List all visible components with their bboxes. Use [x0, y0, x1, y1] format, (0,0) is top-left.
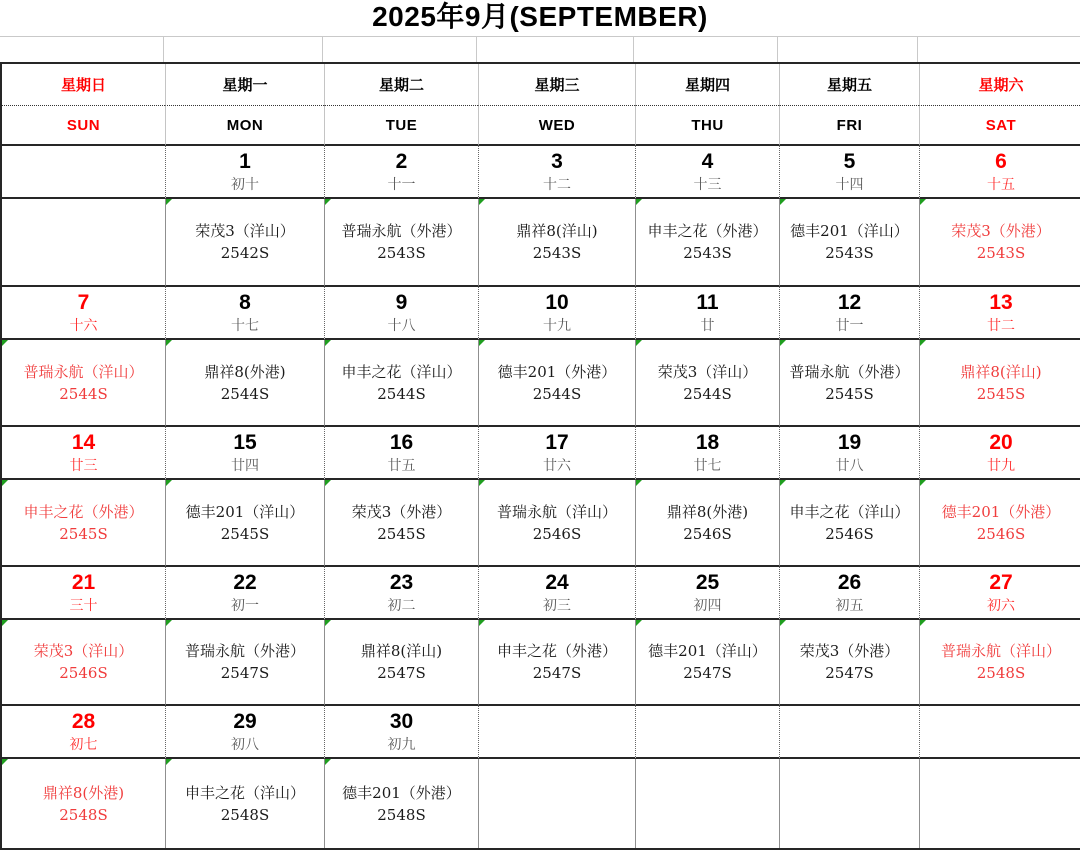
lunar-date-label: 廿一: [835, 317, 864, 333]
excel-note-flag-icon: [325, 199, 331, 205]
lunar-date-label: 三十: [69, 597, 98, 613]
voyage-number-label: 2546S: [825, 524, 874, 543]
date-number: 18: [695, 431, 720, 454]
lunar-date-label: 十七: [231, 317, 259, 333]
vessel-schedule-cell[interactable]: [165, 199, 324, 287]
date-cell[interactable]: [324, 427, 478, 480]
date-cell[interactable]: [2, 706, 165, 759]
lunar-date-label: 廿八: [835, 457, 864, 473]
date-cell[interactable]: [635, 706, 779, 759]
date-cell[interactable]: [635, 287, 779, 340]
lunar-date-label: 十四: [835, 176, 864, 192]
vessel-schedule-cell[interactable]: [165, 340, 324, 427]
weekday-en-label: FRI: [836, 116, 863, 134]
voyage-number-label: 2544S: [532, 384, 582, 403]
voyage-number-label: 2546S: [976, 524, 1026, 543]
lunar-date-label: 初四: [693, 597, 722, 613]
lunar-date-label: 十三: [693, 176, 722, 192]
excel-note-flag-icon: [2, 480, 8, 486]
lunar-date-label: 廿七: [693, 457, 722, 473]
voyage-number-label: 2543S: [976, 244, 1026, 262]
voyage-number-label: 2547S: [825, 664, 874, 682]
date-cell[interactable]: [165, 287, 324, 340]
date-number: 29: [233, 710, 257, 733]
weekday-cn-header-cell: [2, 64, 165, 106]
vessel-name-label: 普瑞永航（外港）: [341, 222, 462, 240]
excel-note-flag-icon: [920, 340, 926, 346]
voyage-number-label: 2544S: [59, 384, 108, 403]
vessel-schedule-cell[interactable]: [779, 759, 919, 848]
vessel-name-label: 普瑞永航（外港）: [789, 362, 910, 381]
lunar-date-label: 十九: [543, 317, 571, 333]
vessel-name-label: 德丰201（外港）: [941, 502, 1061, 521]
date-cell[interactable]: [779, 146, 919, 199]
weekday-cn-header-cell: [165, 64, 324, 106]
weekday-en-header-cell: [779, 106, 919, 146]
date-cell[interactable]: [324, 567, 478, 620]
date-number: 10: [545, 291, 569, 314]
date-number: 17: [545, 431, 569, 454]
voyage-number-label: 2548S: [220, 805, 270, 824]
weekday-en-header-cell: [635, 106, 779, 146]
date-number: 26: [837, 571, 862, 594]
lunar-date-label: 初一: [231, 597, 259, 613]
date-number: 20: [989, 431, 1013, 454]
lunar-date-label: 初八: [231, 736, 259, 752]
date-cell[interactable]: [324, 287, 478, 340]
spacer-row: [0, 36, 1080, 62]
excel-note-flag-icon: [325, 759, 331, 765]
vessel-schedule-cell[interactable]: [779, 480, 919, 567]
calendar-grid: [0, 62, 1080, 850]
excel-note-flag-icon: [2, 340, 8, 346]
voyage-number-label: 2544S: [220, 384, 270, 403]
excel-note-flag-icon: [780, 480, 786, 486]
vessel-name-label: 荣茂3（外港）: [799, 642, 900, 660]
date-number: 9: [395, 291, 408, 314]
excel-note-flag-icon: [636, 620, 642, 626]
vessel-schedule-cell[interactable]: [165, 759, 324, 848]
vessel-name-label: 申丰之花（洋山）: [789, 502, 910, 521]
date-number: 30: [389, 710, 414, 733]
vessel-schedule-cell[interactable]: [919, 759, 1080, 848]
excel-note-flag-icon: [920, 199, 926, 205]
vessel-name-label: 申丰之花（洋山）: [341, 362, 462, 381]
weekday-en-label: SAT: [985, 116, 1017, 134]
date-cell[interactable]: [2, 567, 165, 620]
date-cell[interactable]: [635, 146, 779, 199]
spacer-cell: [633, 37, 777, 62]
vessel-schedule-cell[interactable]: [324, 620, 478, 706]
excel-note-flag-icon: [780, 340, 786, 346]
date-number: 15: [233, 431, 257, 454]
vessel-schedule-cell[interactable]: [919, 620, 1080, 706]
vessel-name-label: 荣茂3（洋山）: [33, 642, 134, 660]
date-number: 24: [545, 571, 569, 594]
weekday-en-label: THU: [691, 116, 724, 134]
voyage-number-label: 2545S: [59, 524, 108, 543]
spacer-cell: [917, 37, 1080, 62]
date-cell[interactable]: [779, 287, 919, 340]
weekday-en-header-cell: [919, 106, 1080, 146]
voyage-number-label: 2546S: [59, 664, 108, 682]
excel-note-flag-icon: [920, 620, 926, 626]
weekday-en-label: SUN: [66, 116, 101, 134]
excel-note-flag-icon: [479, 199, 485, 205]
date-number: 3: [551, 150, 563, 173]
vessel-schedule-cell[interactable]: [2, 759, 165, 848]
vessel-name-label: 普瑞永航（洋山）: [940, 642, 1061, 660]
vessel-schedule-cell[interactable]: [2, 620, 165, 706]
voyage-number-label: 2543S: [377, 244, 426, 262]
vessel-schedule-cell[interactable]: [324, 759, 478, 848]
lunar-date-label: 廿九: [987, 457, 1015, 473]
vessel-name-label: 申丰之花（外港）: [23, 502, 144, 521]
date-cell[interactable]: [478, 567, 635, 620]
weekday-en-header-cell: [165, 106, 324, 146]
voyage-number-label: 2547S: [683, 664, 732, 682]
vessel-schedule-cell[interactable]: [779, 340, 919, 427]
weekday-en-header-cell: [324, 106, 478, 146]
date-number: 11: [696, 291, 719, 314]
voyage-number-label: 2544S: [377, 384, 426, 403]
date-number: 14: [71, 431, 96, 454]
lunar-date-label: 初九: [387, 736, 416, 752]
spacer-cell: [777, 37, 917, 62]
date-number: 16: [389, 431, 414, 454]
date-cell[interactable]: [2, 146, 165, 199]
excel-note-flag-icon: [166, 620, 172, 626]
vessel-name-label: 荣茂3（外港）: [951, 222, 1051, 240]
lunar-date-label: 廿二: [987, 317, 1015, 333]
voyage-number-label: 2548S: [976, 664, 1026, 682]
lunar-date-label: 十一: [387, 176, 416, 192]
vessel-name-label: 申丰之花（洋山）: [184, 783, 305, 802]
vessel-name-label: 荣茂3（外港）: [351, 502, 452, 521]
excel-note-flag-icon: [2, 759, 8, 765]
voyage-number-label: 2547S: [532, 664, 582, 682]
date-cell[interactable]: [324, 706, 478, 759]
vessel-schedule-cell[interactable]: [165, 620, 324, 706]
date-number: 27: [989, 571, 1013, 594]
excel-note-flag-icon: [166, 340, 172, 346]
vessel-schedule-cell[interactable]: [478, 480, 635, 567]
weekday-en-label: WED: [538, 116, 576, 134]
lunar-date-label: 初二: [387, 597, 416, 613]
voyage-number-label: 2542S: [220, 244, 270, 262]
lunar-date-label: 十六: [69, 317, 98, 333]
excel-note-flag-icon: [920, 480, 926, 486]
weekday-cn-label: 星期五: [826, 78, 872, 94]
date-cell[interactable]: [779, 706, 919, 759]
weekday-cn-label: 星期日: [60, 78, 106, 94]
date-cell[interactable]: [165, 567, 324, 620]
date-cell[interactable]: [919, 427, 1080, 480]
lunar-date-label: 廿: [700, 317, 715, 333]
date-number: 8: [239, 291, 251, 314]
weekday-cn-header-cell: [919, 64, 1080, 106]
vessel-name-label: 德丰201（洋山）: [185, 502, 305, 521]
date-number: 2: [395, 150, 408, 173]
vessel-schedule-cell[interactable]: [2, 340, 165, 427]
vessel-schedule-cell[interactable]: [635, 480, 779, 567]
lunar-date-label: 初五: [835, 597, 864, 613]
vessel-name-label: 鼎祥8(外港): [666, 502, 749, 521]
vessel-name-label: 鼎祥8(洋山): [516, 222, 598, 240]
weekday-cn-label: 星期四: [684, 78, 730, 94]
voyage-number-label: 2543S: [825, 244, 874, 262]
spacer-cell: [322, 37, 476, 62]
voyage-number-label: 2546S: [532, 524, 582, 543]
vessel-name-label: 荣茂3（洋山）: [657, 362, 758, 381]
vessel-schedule-cell[interactable]: [635, 759, 779, 848]
excel-note-flag-icon: [636, 480, 642, 486]
vessel-schedule-cell[interactable]: [779, 199, 919, 287]
date-number: 7: [77, 291, 90, 314]
lunar-date-label: 廿五: [387, 457, 416, 473]
voyage-number-label: 2547S: [377, 664, 426, 682]
vessel-schedule-cell[interactable]: [919, 199, 1080, 287]
vessel-name-label: 德丰201（外港）: [342, 783, 461, 802]
date-cell[interactable]: [165, 146, 324, 199]
spacer-cell: [0, 37, 163, 62]
date-cell[interactable]: [165, 427, 324, 480]
vessel-schedule-cell[interactable]: [635, 199, 779, 287]
date-cell[interactable]: [2, 427, 165, 480]
vessel-schedule-cell[interactable]: [919, 480, 1080, 567]
lunar-date-label: 初七: [69, 736, 98, 752]
vessel-name-label: 荣茂3（洋山）: [195, 222, 295, 240]
date-number: 25: [695, 571, 720, 594]
vessel-name-label: 普瑞永航（外港）: [184, 642, 305, 660]
vessel-name-label: 德丰201（外港）: [497, 362, 617, 381]
excel-note-flag-icon: [166, 199, 172, 205]
lunar-date-label: 十八: [387, 317, 416, 333]
weekday-cn-label: 星期一: [222, 78, 268, 94]
vessel-name-label: 鼎祥8(洋山): [360, 642, 443, 660]
vessel-schedule-cell[interactable]: [478, 620, 635, 706]
weekday-en-label: TUE: [385, 116, 418, 134]
weekday-en-header-cell: [2, 106, 165, 146]
date-cell[interactable]: [478, 706, 635, 759]
voyage-number-label: 2545S: [825, 384, 874, 403]
excel-note-flag-icon: [780, 620, 786, 626]
excel-note-flag-icon: [325, 620, 331, 626]
date-number: 21: [71, 571, 96, 594]
lunar-date-label: 初十: [231, 176, 259, 192]
excel-note-flag-icon: [780, 199, 786, 205]
voyage-number-label: 2543S: [683, 244, 732, 262]
date-cell[interactable]: [478, 427, 635, 480]
date-cell[interactable]: [919, 287, 1080, 340]
date-cell[interactable]: [779, 427, 919, 480]
date-cell[interactable]: [165, 706, 324, 759]
date-number: 28: [71, 710, 96, 733]
weekday-cn-header-cell: [478, 64, 635, 106]
vessel-schedule-cell[interactable]: [2, 199, 165, 287]
vessel-name-label: 申丰之花（外港）: [647, 222, 768, 240]
weekday-cn-label: 星期三: [534, 78, 580, 94]
spacer-cell: [163, 37, 322, 62]
weekday-en-label: MON: [226, 116, 264, 134]
lunar-date-label: 初六: [987, 597, 1015, 613]
date-number: 19: [837, 431, 862, 454]
voyage-number-label: 2543S: [532, 244, 582, 262]
date-cell[interactable]: [478, 287, 635, 340]
date-cell[interactable]: [919, 567, 1080, 620]
date-cell[interactable]: [635, 567, 779, 620]
excel-note-flag-icon: [166, 759, 172, 765]
vessel-schedule-cell[interactable]: [324, 340, 478, 427]
voyage-number-label: 2545S: [377, 524, 426, 543]
excel-note-flag-icon: [479, 340, 485, 346]
date-cell[interactable]: [324, 146, 478, 199]
vessel-schedule-cell[interactable]: [478, 340, 635, 427]
excel-note-flag-icon: [166, 480, 172, 486]
voyage-number-label: 2547S: [220, 664, 270, 682]
vessel-name-label: 普瑞永航（洋山）: [23, 362, 144, 381]
lunar-date-label: 初三: [543, 597, 571, 613]
vessel-schedule-cell[interactable]: [779, 620, 919, 706]
excel-note-flag-icon: [479, 480, 485, 486]
date-number: 4: [701, 150, 714, 173]
excel-note-flag-icon: [2, 620, 8, 626]
vessel-schedule-cell[interactable]: [478, 199, 635, 287]
voyage-number-label: 2544S: [683, 384, 732, 403]
date-number: 13: [989, 291, 1013, 314]
date-number: 12: [837, 291, 862, 314]
vessel-name-label: 德丰201（洋山）: [648, 642, 767, 660]
date-number: 22: [233, 571, 257, 594]
vessel-schedule-cell[interactable]: [478, 759, 635, 848]
date-number: 6: [995, 150, 1007, 173]
date-number: 5: [843, 150, 856, 173]
weekday-cn-header-cell: [779, 64, 919, 106]
lunar-date-label: 廿六: [543, 457, 571, 473]
vessel-schedule-cell[interactable]: [635, 340, 779, 427]
date-number: 1: [239, 150, 251, 173]
date-cell[interactable]: [779, 567, 919, 620]
lunar-date-label: 廿四: [231, 457, 259, 473]
voyage-number-label: 2545S: [976, 384, 1026, 403]
calendar-title: 2025年9月(SEPTEMBER): [372, 1, 708, 32]
vessel-schedule-cell[interactable]: [919, 340, 1080, 427]
lunar-date-label: 十五: [987, 176, 1015, 192]
vessel-name-label: 鼎祥8(洋山): [960, 362, 1042, 381]
vessel-name-label: 鼎祥8(外港): [42, 783, 125, 802]
voyage-number-label: 2548S: [59, 805, 108, 824]
voyage-number-label: 2548S: [377, 805, 426, 824]
excel-note-flag-icon: [325, 340, 331, 346]
date-cell[interactable]: [635, 427, 779, 480]
vessel-schedule-cell[interactable]: [324, 199, 478, 287]
weekday-en-header-cell: [478, 106, 635, 146]
date-cell[interactable]: [2, 287, 165, 340]
excel-note-flag-icon: [636, 199, 642, 205]
lunar-date-label: 十二: [543, 176, 571, 192]
vessel-schedule-cell[interactable]: [165, 480, 324, 567]
date-cell[interactable]: [919, 146, 1080, 199]
lunar-date-label: 廿三: [69, 457, 98, 473]
vessel-name-label: 普瑞永航（洋山）: [496, 502, 617, 521]
vessel-name-label: 申丰之花（外港）: [496, 642, 617, 660]
vessel-schedule-cell[interactable]: [635, 620, 779, 706]
vessel-schedule-cell[interactable]: [2, 480, 165, 567]
weekday-cn-header-cell: [635, 64, 779, 106]
vessel-name-label: 鼎祥8(外港): [204, 362, 286, 381]
weekday-cn-label: 星期六: [978, 78, 1024, 94]
date-cell[interactable]: [919, 706, 1080, 759]
excel-note-flag-icon: [636, 340, 642, 346]
excel-note-flag-icon: [479, 620, 485, 626]
vessel-name-label: 德丰201（洋山）: [790, 222, 909, 240]
weekday-cn-header-cell: [324, 64, 478, 106]
date-cell[interactable]: [478, 146, 635, 199]
excel-note-flag-icon: [325, 480, 331, 486]
voyage-number-label: 2545S: [220, 524, 270, 543]
weekday-cn-label: 星期二: [378, 78, 424, 94]
date-number: 23: [389, 571, 414, 594]
voyage-number-label: 2546S: [683, 524, 732, 543]
vessel-schedule-cell[interactable]: [324, 480, 478, 567]
spacer-cell: [476, 37, 633, 62]
